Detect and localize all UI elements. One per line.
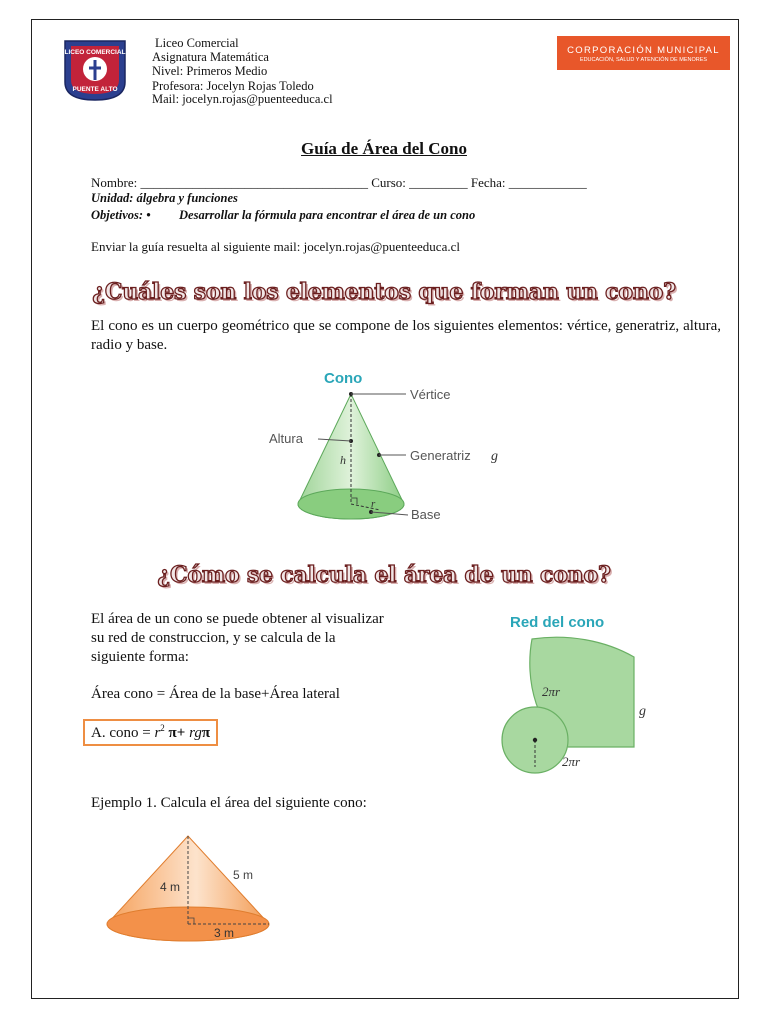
header-mail: Mail: jocelyn.rojas@puenteeduca.cl: [152, 92, 333, 106]
page-title: Guía de Área del Cono: [301, 139, 467, 158]
objetivos-text: Desarrollar la fórmula para encontrar el área de un cono: [179, 208, 476, 222]
formula-pi-1: π+: [164, 725, 190, 741]
example-cone-diagram: [100, 832, 280, 944]
corporation-logo: [557, 36, 730, 70]
school-logo: [62, 38, 128, 102]
send-instructions: Enviar la guía resuelta al siguiente mail: jocelyn.rojas@puenteeduca.cl: [91, 239, 460, 254]
label-g: g: [491, 449, 498, 464]
example-text: Ejemplo 1. Calcula el área del siguiente cono:: [91, 795, 367, 811]
section1-paragraph: El cono es un cuerpo geométrico que se compone de los siguientes elementos: vértice, generatriz, altura, radio y base.: [91, 318, 721, 353]
section-heading-elements: ¿Cuáles son los elementos que forman un cono?: [92, 279, 676, 305]
unidad-line: Unidad: álgebra y funciones: [91, 191, 238, 205]
cone-title: Cono: [324, 370, 363, 387]
example-height-label: 4 m: [160, 880, 181, 894]
label-vertice: Vértice: [410, 387, 451, 402]
section2-paragraph: El área de un cono se puede obtener al visualizar su red de construccion, y se calcula de la siguiente forma:: [91, 611, 384, 665]
net-title: Red del cono: [510, 614, 605, 631]
header-subject: Asignatura Matemática: [152, 50, 269, 64]
label-r: r: [371, 498, 376, 510]
formula-pi-2: π: [201, 725, 211, 741]
header-teacher: Profesora: Jocelyn Rojas Toledo: [152, 79, 314, 93]
label-altura: Altura: [269, 431, 303, 446]
objetivos-label: Objetivos: •: [91, 208, 151, 222]
cone-elements-diagram: [262, 364, 512, 528]
corp-title: CORPORACIÓN MUNICIPAL: [567, 45, 720, 56]
label-generatriz: Generatriz: [410, 448, 471, 463]
area-definition: Área cono = Área de la base+Área lateral: [91, 686, 340, 702]
formula-rg: rg: [189, 725, 202, 741]
logo-top-text: LICEO COMERCIAL: [64, 49, 126, 56]
label-base: Base: [411, 507, 441, 522]
example-radius-label: 3 m: [214, 926, 235, 940]
net-circle-label: 2πr: [562, 754, 581, 769]
area-formula-box: [83, 719, 218, 746]
logo-bottom-text: PUENTE ALTO: [72, 86, 118, 93]
formula-r: r: [154, 725, 161, 741]
net-g-label: g: [639, 704, 646, 719]
label-h: h: [340, 453, 346, 467]
net-arc-label: 2πr: [542, 684, 561, 699]
student-form-line: Nombre: ___________________________________ Curso: _________ Fecha: ____________: [91, 175, 587, 190]
cone-net-diagram: [496, 607, 666, 777]
header-level: Nivel: Primeros Medio: [152, 64, 268, 78]
example-slant-label: 5 m: [233, 868, 254, 882]
formula-prefix: A. cono =: [91, 725, 155, 741]
formula-exponent: 2: [160, 723, 165, 733]
section-heading-calculation: ¿Cómo se calcula el área de un cono?: [157, 562, 611, 588]
header-school: Liceo Comercial: [155, 36, 239, 50]
corp-subtitle: EDUCACIÓN, SALUD Y ATENCIÓN DE MENORES: [579, 57, 708, 63]
